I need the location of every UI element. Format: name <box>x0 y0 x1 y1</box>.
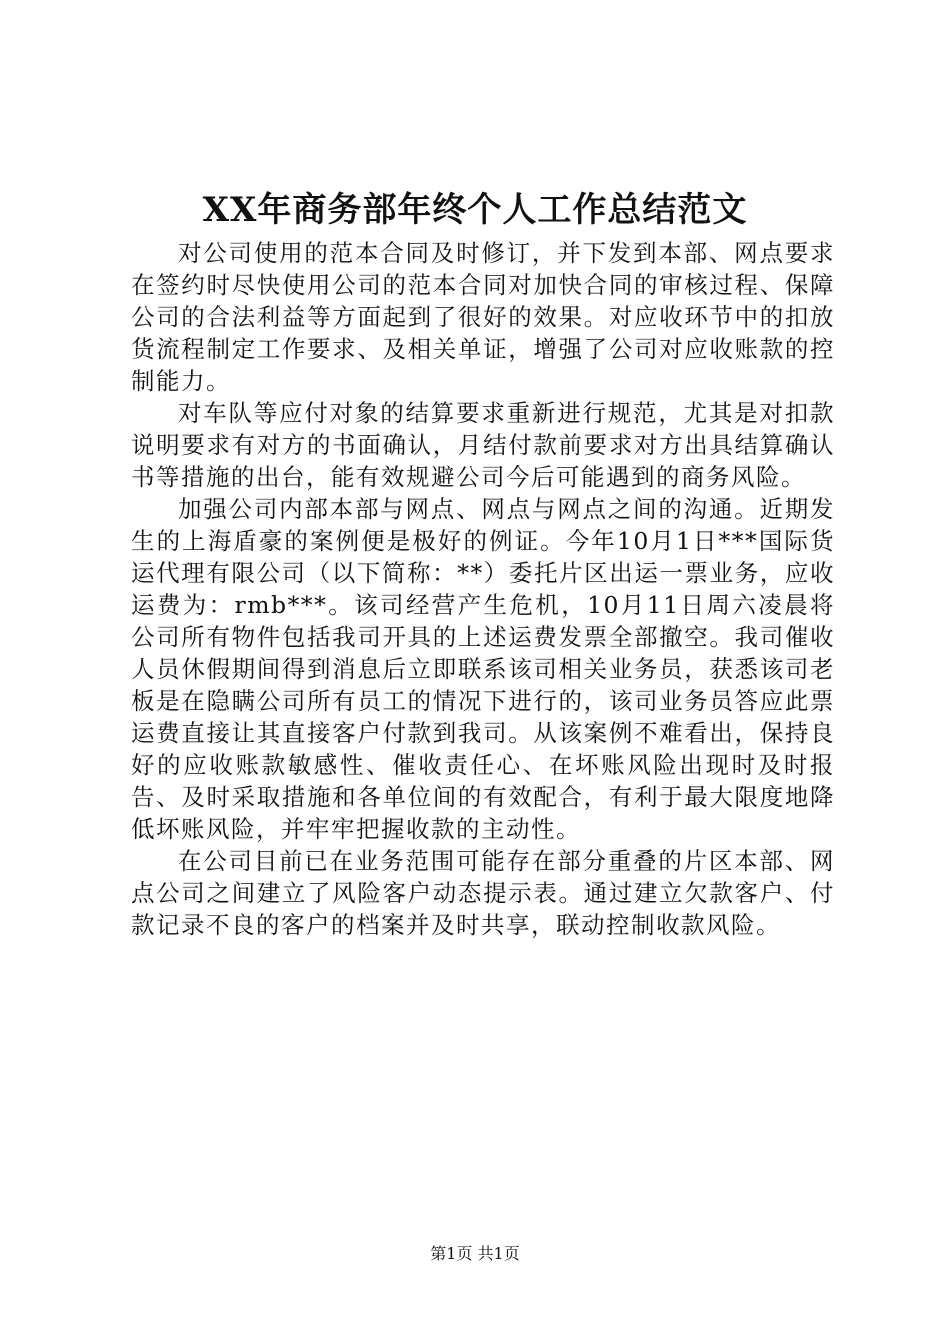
paragraph-1: 对公司使用的范本合同及时修订，并下发到本部、网点要求在签约时尽快使用公司的范本合同对加快合同的审核过程、保障公司的合法利益等方面起到了很好的效果。对应收环节中的扣放货流程制定工作要求、及相关单证，增强了公司对应收账款的控制能力。 <box>131 239 835 395</box>
page-total: 共1页 <box>477 1244 520 1263</box>
paragraph-3: 加强公司内部本部与网点、网点与网点之间的沟通。近期发生的上海盾豪的案例便是极好的例证。今年10月1日***国际货运代理有限公司（以下简称：**）委托片区出运一票业务，应收运费为：rmb***。该司经营产生危机，10月11日周六凌晨将公司所有物件包括我司开具的上述运费发票全部撤空。我司催收人员休假期间得到消息后立即联系该司相关业务员，获悉该司老板是在隐瞒公司所有员工的情况下进行的，该司业务员答应此票运费直接让其直接客户付款到我司。从该案例不难看出，保持良好的应收账款敏感性、催收责任心、在坏账风险出现时及时报告、及时采取措施和各单位间的有效配合，有利于最大限度地降低坏账风险，并牢牢把握收款的主动性。 <box>131 495 835 843</box>
page-number: 第1页 <box>430 1244 473 1263</box>
paragraph-2: 对车队等应付对象的结算要求重新进行规范，尤其是对扣款说明要求有对方的书面确认，月结付款前要求对方出具结算确认书等措施的出台，能有效规避公司今后可能遇到的商务风险。 <box>131 399 835 491</box>
paragraph-4: 在公司目前已在业务范围可能存在部分重叠的片区本部、网点公司之间建立了风险客户动态提示表。通过建立欠款客户、付款记录不良的客户的档案并及时共享，联动控制收款风险。 <box>131 847 835 939</box>
document-body <box>131 237 835 941</box>
document-title: XX年商务部年终个人工作总结范文 <box>202 190 748 230</box>
page-footer <box>0 1242 950 1266</box>
